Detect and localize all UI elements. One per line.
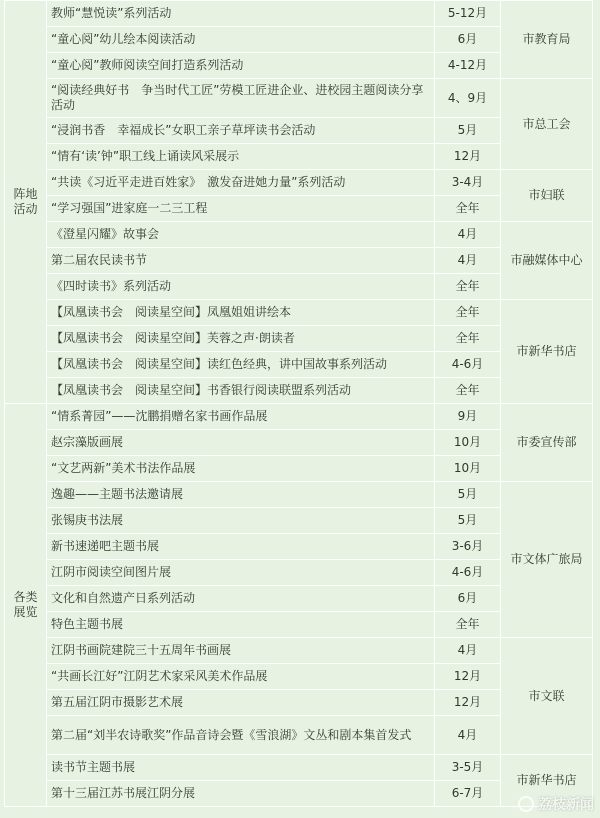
time-cell: 12月: [435, 664, 501, 690]
time-cell: 5月: [435, 118, 501, 144]
activity-cell: 【凤凰读书会 阅读星空间】芙蓉之声·朗读者: [47, 326, 435, 352]
org-cell-union: 市总工会: [501, 79, 593, 170]
time-cell: 4月: [435, 222, 501, 248]
activity-cell: 【凤凰读书会 阅读星空间】书香银行阅读联盟系列活动: [47, 378, 435, 404]
org-cell-edu: 市教育局: [501, 1, 593, 79]
activity-cell: “童心阅”教师阅读空间打造系列活动: [47, 53, 435, 79]
time-cell: 6-7月: [435, 781, 501, 807]
time-cell: 3-5月: [435, 755, 501, 781]
activity-cell: 教师“慧悦读”系列活动: [47, 1, 435, 27]
time-cell: 5月: [435, 508, 501, 534]
activity-cell: “童心阅”幼儿绘本阅读活动: [47, 27, 435, 53]
activity-cell: 特色主题书展: [47, 612, 435, 638]
org-cell-xinhua: 市新华书店: [501, 300, 593, 404]
activity-cell: “共画长江好”江阴艺术家采风美术作品展: [47, 664, 435, 690]
activity-schedule-table: [4, 0, 593, 807]
org-cell-media: 市融媒体中心: [501, 222, 593, 300]
activity-cell: “情系菁园”——沈鹏捐赠名家书画作品展: [47, 404, 435, 430]
table-row: [5, 1, 593, 27]
activity-cell: 赵宗藻版画展: [47, 430, 435, 456]
news-watermark: [518, 794, 594, 814]
activity-cell: 读书节主题书展: [47, 755, 435, 781]
time-cell: 6月: [435, 586, 501, 612]
time-cell: 9月: [435, 404, 501, 430]
category-cell-exhibit: 各类 展览: [5, 404, 47, 807]
time-cell: 4-6月: [435, 560, 501, 586]
activity-cell: 文化和自然遗产日系列活动: [47, 586, 435, 612]
org-cell-women: 市妇联: [501, 170, 593, 222]
table-row: [5, 482, 593, 508]
table-row: [5, 222, 593, 248]
time-cell: 6月: [435, 27, 501, 53]
time-cell: 10月: [435, 456, 501, 482]
time-cell: 全年: [435, 326, 501, 352]
org-cell-culture: 市文体广旅局: [501, 482, 593, 638]
time-cell: 全年: [435, 300, 501, 326]
time-cell: 全年: [435, 612, 501, 638]
org-cell-xinhua2: 市新华书店: [501, 755, 593, 807]
lychee-logo-icon: [518, 796, 534, 812]
activity-cell: 第二届“刘半农诗歌奖”作品音诗会暨《雪浪湖》文丛和剧本集首发式: [47, 716, 435, 755]
watermark-text: 荔枝新闻: [538, 797, 594, 813]
time-cell: 4月: [435, 716, 501, 755]
activity-cell: “情有‘读’钟”职工线上诵读风采展示: [47, 144, 435, 170]
time-cell: 12月: [435, 690, 501, 716]
activity-cell: 《澄星闪耀》故事会: [47, 222, 435, 248]
activity-cell: 第五届江阴市摄影艺术展: [47, 690, 435, 716]
activity-cell: 【凤凰读书会 阅读星空间】凤凰姐姐讲绘本: [47, 300, 435, 326]
time-cell: 4-6月: [435, 352, 501, 378]
time-cell: 12月: [435, 144, 501, 170]
table-row: [5, 638, 593, 664]
time-cell: 3-4月: [435, 170, 501, 196]
activity-cell: 张锡庚书法展: [47, 508, 435, 534]
category-cell-site: 阵地 活动: [5, 1, 47, 404]
table-row: [5, 755, 593, 781]
time-cell: 全年: [435, 378, 501, 404]
activity-cell: 【凤凰读书会 阅读星空间】读红色经典，讲中国故事系列活动: [47, 352, 435, 378]
activity-cell: “阅读经典好书 争当时代工匠”劳模工匠进企业、进校园主题阅读分享活动: [47, 79, 435, 118]
time-cell: 5-12月: [435, 1, 501, 27]
activity-cell: 《四时读书》系列活动: [47, 274, 435, 300]
activity-cell: 第二届农民读书节: [47, 248, 435, 274]
time-cell: 10月: [435, 430, 501, 456]
time-cell: 4月: [435, 248, 501, 274]
time-cell: 3-6月: [435, 534, 501, 560]
time-cell: 5月: [435, 482, 501, 508]
time-cell: 4月: [435, 638, 501, 664]
activity-cell: 逸趣——主题书法邀请展: [47, 482, 435, 508]
time-cell: 全年: [435, 196, 501, 222]
time-cell: 4-12月: [435, 53, 501, 79]
activity-cell: 第十三届江苏书展江阴分展: [47, 781, 435, 807]
activity-cell: “共读《习近平走进百姓家》 激发奋进她力量”系列活动: [47, 170, 435, 196]
table-row: [5, 79, 593, 118]
table-row: [5, 170, 593, 196]
time-cell: 4、9月: [435, 79, 501, 118]
activity-cell: “文艺两新”美术书法作品展: [47, 456, 435, 482]
org-cell-arts: 市文联: [501, 638, 593, 755]
activity-cell: 江阴书画院建院三十五周年书画展: [47, 638, 435, 664]
table-row: [5, 404, 593, 430]
activity-cell: “学习强国”进家庭一二三工程: [47, 196, 435, 222]
org-cell-propaganda: 市委宣传部: [501, 404, 593, 482]
activity-cell: “浸润书香 幸福成长”女职工亲子草坪读书会活动: [47, 118, 435, 144]
activity-cell: 江阴市阅读空间图片展: [47, 560, 435, 586]
time-cell: 全年: [435, 274, 501, 300]
activity-cell: 新书速递吧主题书展: [47, 534, 435, 560]
table-row: [5, 300, 593, 326]
